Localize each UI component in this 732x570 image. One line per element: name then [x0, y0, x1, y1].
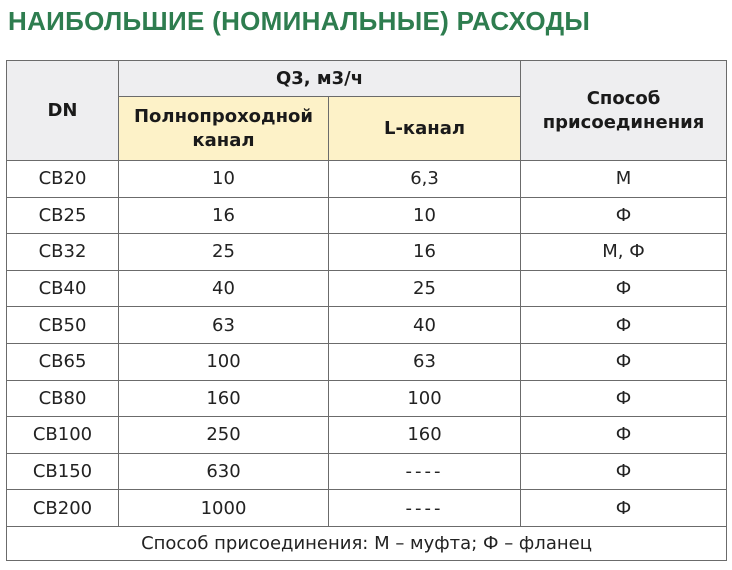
- cell-connection: Ф: [521, 270, 727, 307]
- cell-connection: М: [521, 161, 727, 198]
- cell-dn: СВ40: [7, 270, 119, 307]
- table-row: [7, 343, 727, 380]
- cell-full-channel: 250: [119, 417, 329, 454]
- cell-l-channel: 63: [329, 343, 521, 380]
- cell-full-channel: 100: [119, 343, 329, 380]
- cell-full-channel: 10: [119, 161, 329, 198]
- header-dn: DN: [7, 61, 119, 161]
- cell-connection: Ф: [521, 343, 727, 380]
- cell-full-channel: 1000: [119, 490, 329, 527]
- cell-connection: М, Ф: [521, 234, 727, 271]
- cell-l-channel: 160: [329, 417, 521, 454]
- table-row: [7, 270, 727, 307]
- cell-dn: СВ150: [7, 453, 119, 490]
- cell-full-channel: 630: [119, 453, 329, 490]
- table-row: [7, 490, 727, 527]
- cell-dn: СВ200: [7, 490, 119, 527]
- header-connection-label: Способ присоединения: [542, 87, 705, 133]
- footnote: Способ присоединения: М – муфта; Ф – фланец: [7, 526, 727, 560]
- table-row: [7, 453, 727, 490]
- cell-dn: СВ100: [7, 417, 119, 454]
- cell-connection: Ф: [521, 380, 727, 417]
- cell-l-channel: 100: [329, 380, 521, 417]
- header-connection: [521, 61, 727, 161]
- table-body: [7, 161, 727, 527]
- cell-l-channel: 6,3: [329, 161, 521, 198]
- cell-dn: СВ65: [7, 343, 119, 380]
- cell-full-channel: 160: [119, 380, 329, 417]
- cell-dn: СВ80: [7, 380, 119, 417]
- cell-connection: Ф: [521, 417, 727, 454]
- cell-full-channel: 16: [119, 197, 329, 234]
- cell-connection: Ф: [521, 453, 727, 490]
- table-row: [7, 161, 727, 198]
- header-full-channel-label: Полнопроходной канал: [133, 105, 314, 151]
- table-header-row: [7, 61, 727, 97]
- page-title: НАИБОЛЬШИЕ (НОМИНАЛЬНЫЕ) РАСХОДЫ: [8, 6, 591, 36]
- header-l-channel: L-канал: [329, 97, 521, 161]
- cell-l-channel: 25: [329, 270, 521, 307]
- cell-l-channel: ----: [329, 453, 521, 490]
- cell-dn: СВ20: [7, 161, 119, 198]
- cell-dn: СВ32: [7, 234, 119, 271]
- footnote-row: [7, 526, 727, 560]
- table-row: [7, 417, 727, 454]
- cell-l-channel: 40: [329, 307, 521, 344]
- cell-full-channel: 40: [119, 270, 329, 307]
- cell-full-channel: 63: [119, 307, 329, 344]
- table-row: [7, 380, 727, 417]
- cell-connection: Ф: [521, 490, 727, 527]
- cell-connection: Ф: [521, 197, 727, 234]
- cell-connection: Ф: [521, 307, 727, 344]
- cell-dn: СВ25: [7, 197, 119, 234]
- header-full-channel: [119, 97, 329, 161]
- table-row: [7, 234, 727, 271]
- header-q3: Q3, м3/ч: [119, 61, 521, 97]
- table-row: [7, 307, 727, 344]
- table-row: [7, 197, 727, 234]
- cell-l-channel: ----: [329, 490, 521, 527]
- flow-rates-table: [6, 60, 727, 561]
- cell-full-channel: 25: [119, 234, 329, 271]
- cell-l-channel: 16: [329, 234, 521, 271]
- cell-dn: СВ50: [7, 307, 119, 344]
- cell-l-channel: 10: [329, 197, 521, 234]
